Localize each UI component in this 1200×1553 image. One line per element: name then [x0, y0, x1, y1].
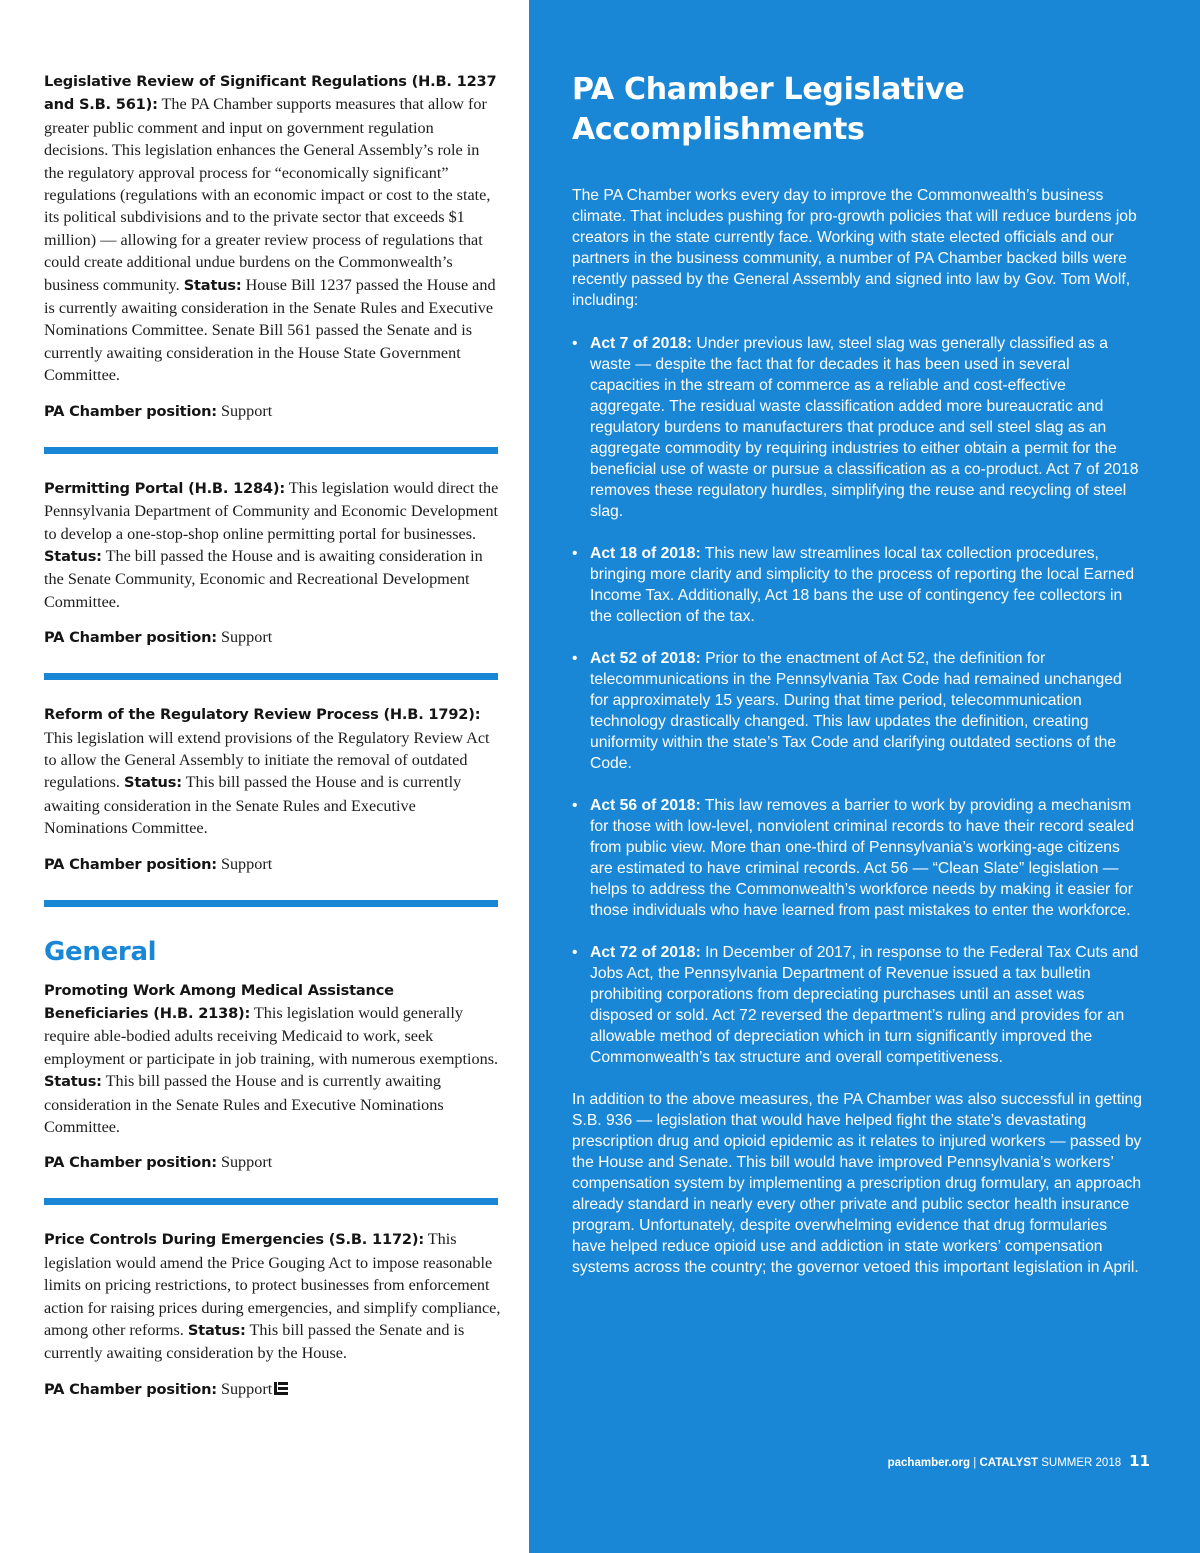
status-text: This bill passed the Senate and is currently awaiting consideration by the House. — [44, 1321, 465, 1363]
position-label: PA Chamber position: — [44, 1380, 217, 1398]
act-text: This new law streamlines local tax collection procedures, bringing more clarity and simplicity to the process of reporting the local Earned Income Tax. Additionally, Act 18 bans the use of contingency fee collectors in the collection of the tax. — [590, 545, 1135, 625]
bullet-icon: • — [572, 944, 578, 961]
act-name: Act 72 of 2018: — [590, 944, 701, 961]
legislation-item-hb1792 — [44, 703, 502, 839]
page-footer — [888, 1452, 1150, 1470]
item-heading: Price Controls During Emergencies (S.B. 1172): — [44, 1231, 424, 1249]
position-label: PA Chamber position: — [44, 1154, 217, 1172]
chamber-position — [44, 1151, 502, 1174]
list-item — [572, 942, 1142, 1068]
position-value: Support — [216, 1379, 273, 1398]
closing-paragraph: In addition to the above measures, the PA Chamber was also successful in getting S.B. 936 — legislation that would have helped fight the state’s devastating prescription drug and opioid epidemic as it relates to injured workers — passed by the House and Senate. This bill would have improved Pennsylvania’s workers’ compensation system by implementing a prescription drug formulary, an approach already standard in nearly every other private and public sector health insurance program. Unfortunately, despite overwhelming evidence that drug formularies have helped reduce opioid use and addiction in state workers’ compensation systems across the country; the governor vetoed this important legislation in April. — [572, 1091, 1143, 1276]
acts-list — [572, 333, 1142, 1068]
status-label: Status: — [183, 276, 242, 294]
item-body: This legislation would generally require able-bodied adults receiving Medicaid to work, seek employment or participate in job training, with numerous exemptions. — [44, 1003, 499, 1068]
position-value: Support — [216, 1153, 273, 1172]
status-label: Status: — [44, 547, 102, 565]
legislation-item-hb2138 — [44, 979, 502, 1139]
status-text: House Bill 1237 passed the House and is currently awaiting consideration in the Senate Rules and Executive Nominations Committee. Senate Bill 561 passed the Senate and is currently awaiting consideration in the House State Government Committee. — [44, 275, 496, 385]
item-heading: Reform of the Regulatory Review Process (H.B. 1792): — [44, 706, 481, 724]
bullet-icon: • — [572, 650, 578, 667]
status-label: Status: — [44, 1073, 102, 1091]
accomplishments-content — [572, 70, 1142, 1278]
chamber-position — [44, 853, 502, 876]
item-body: The PA Chamber supports measures that allow for greater public comment and input on government regulation decisions. This legislation enhances the General Assembly’s role in the regulatory approval process for “economically significant” regulations (regulations with an economic impact or cost to the state, its political subdivisions and to the private sector that exceeds $1 million) — allowing for a greater review process of regulations that could create additional undue burdens on the Commonwealth’s business community. — [44, 95, 491, 294]
legislation-item-hb1237 — [44, 70, 502, 387]
act-name: Act 7 of 2018: — [590, 335, 693, 352]
position-value: Support — [216, 401, 273, 420]
panel-title-line1: PA Chamber Legislative — [572, 72, 965, 107]
item-body: This legislation will extend provisions of the Regulatory Review Act to allow the General Assembly to initiate the removal of outdated regulations. — [44, 728, 490, 792]
act-text: Under previous law, steel slag was generally classified as a waste — despite the fact that for decades it has been used in several capacities in the stream of commerce as a reliable and cost-effective aggregate. The residual waste classification added more bureaucratic and regulatory burdens to manufacturers that produce and sell steel slag as an aggregate commodity by requiring industries to either obtain a permit for the beneficial use of waste or pursue a classification as a co-product. Act 7 of 2018 removes these regulatory hurdles, simplifying the reuse and recycling of steel slag. — [590, 335, 1139, 520]
panel-title-line2: Accomplishments — [572, 112, 865, 147]
bullet-icon: • — [572, 335, 578, 352]
footer-website: pachamber.org — [887, 1457, 971, 1469]
act-text: This law removes a barrier to work by providing a mechanism for those with low-level, nonviolent criminal records to have their record sealed from public view. More than one-third of Pennsylvania’s working-age citizens are estimated to have criminal records. Act 56 — “Clean Slate” legislation — helps to address the Commonwealth’s workforce needs by making it easier for those individuals who have learned from past mistakes to enter the workforce. — [590, 797, 1135, 919]
position-value: Support — [216, 628, 273, 647]
section-divider — [44, 447, 498, 454]
act-name: Act 56 of 2018: — [590, 797, 701, 814]
section-divider — [44, 1198, 498, 1205]
position-label: PA Chamber position: — [44, 855, 217, 873]
item-body: This legislation would amend the Price Gouging Act to impose reasonable limits on pricing restrictions, to protect businesses from enforcement action for raising prices during emergencies, and simplify compliance, among other reforms. — [44, 1230, 501, 1340]
intro-paragraph: The PA Chamber works every day to improve the Commonwealth’s business climate. That includes pushing for pro-growth policies that will reduce burdens job creators in the state currently face. Working with state elected officials and our partners in the business community, a number of PA Chamber backed bills were recently passed by the General Assembly and signed into law by Gov. Tom Wolf, including: — [572, 187, 1137, 309]
section-divider — [44, 673, 498, 680]
act-name: Act 18 of 2018: — [590, 545, 701, 562]
footer-issue: SUMMER 2018 — [1038, 1457, 1122, 1469]
general-heading: General — [44, 936, 157, 967]
section-divider — [44, 900, 498, 907]
legislation-item-hb1284 — [44, 477, 502, 613]
left-column — [44, 70, 502, 1401]
list-item — [572, 333, 1142, 522]
status-text: This bill passed the House and is currently awaiting consideration in the Senate Rules and Executive Nominations Committee. — [44, 1072, 444, 1136]
status-text: The bill passed the House and is awaiting consideration in the Senate Community, Economic and Recreational Development Committee. — [44, 546, 483, 611]
pa-chamber-end-mark-icon — [274, 1379, 288, 1392]
status-label: Status: — [187, 1322, 246, 1340]
footer-magazine: CATALYST — [979, 1457, 1039, 1469]
chamber-position — [44, 1378, 502, 1401]
position-label: PA Chamber position: — [44, 629, 217, 647]
item-body: This legislation would direct the Pennsylvania Department of Community and Economic Development to develop a one-stop-shop online permitting portal for businesses. — [44, 478, 499, 543]
position-value: Support — [216, 854, 273, 873]
act-name: Act 52 of 2018: — [590, 650, 701, 667]
chamber-position — [44, 626, 502, 649]
act-text: In December of 2017, in response to the Federal Tax Cuts and Jobs Act, the Pennsylvania Department of Revenue issued a tax bulletin prohibiting corporations from depreciating purchases until an asset was disposed or sold. Act 72 reversed the department’s ruling and provides for an allowable method of depreciation which in turn significantly improved the Commonwealth’s tax structure and overall competitiveness. — [590, 944, 1139, 1066]
chamber-position — [44, 400, 502, 423]
status-label: Status: — [124, 774, 182, 792]
list-item — [572, 648, 1142, 774]
footer-separator: | — [970, 1457, 980, 1469]
item-heading: Permitting Portal (H.B. 1284): — [44, 479, 285, 497]
list-item — [572, 543, 1142, 627]
panel-title — [572, 70, 1142, 150]
legislation-item-sb1172 — [44, 1228, 502, 1364]
position-label: PA Chamber position: — [44, 402, 217, 420]
item-heading: Promoting Work Among Medical Assistance Beneficiaries (H.B. 2138): — [44, 981, 394, 1022]
bullet-icon: • — [572, 797, 578, 814]
bullet-icon: • — [572, 545, 578, 562]
item-heading: Legislative Review of Significant Regulations (H.B. 1237 and S.B. 561): — [44, 73, 497, 114]
act-text: Prior to the enactment of Act 52, the definition for telecommunications in the Pennsylvania Tax Code had remained unchanged for approximately 15 years. During that time period, telecommunication technology drastically changed. This law updates the definition, creating uniformity within the state’s Tax Code and clarifying outdated sections of the Code. — [590, 650, 1122, 772]
accomplishments-panel — [529, 0, 1200, 1553]
page-number: 11 — [1129, 1452, 1150, 1470]
list-item — [572, 795, 1142, 921]
status-text: This bill passed the House and is currently awaiting consideration in the Senate Rules and Executive Nominations Committee. — [44, 773, 462, 838]
